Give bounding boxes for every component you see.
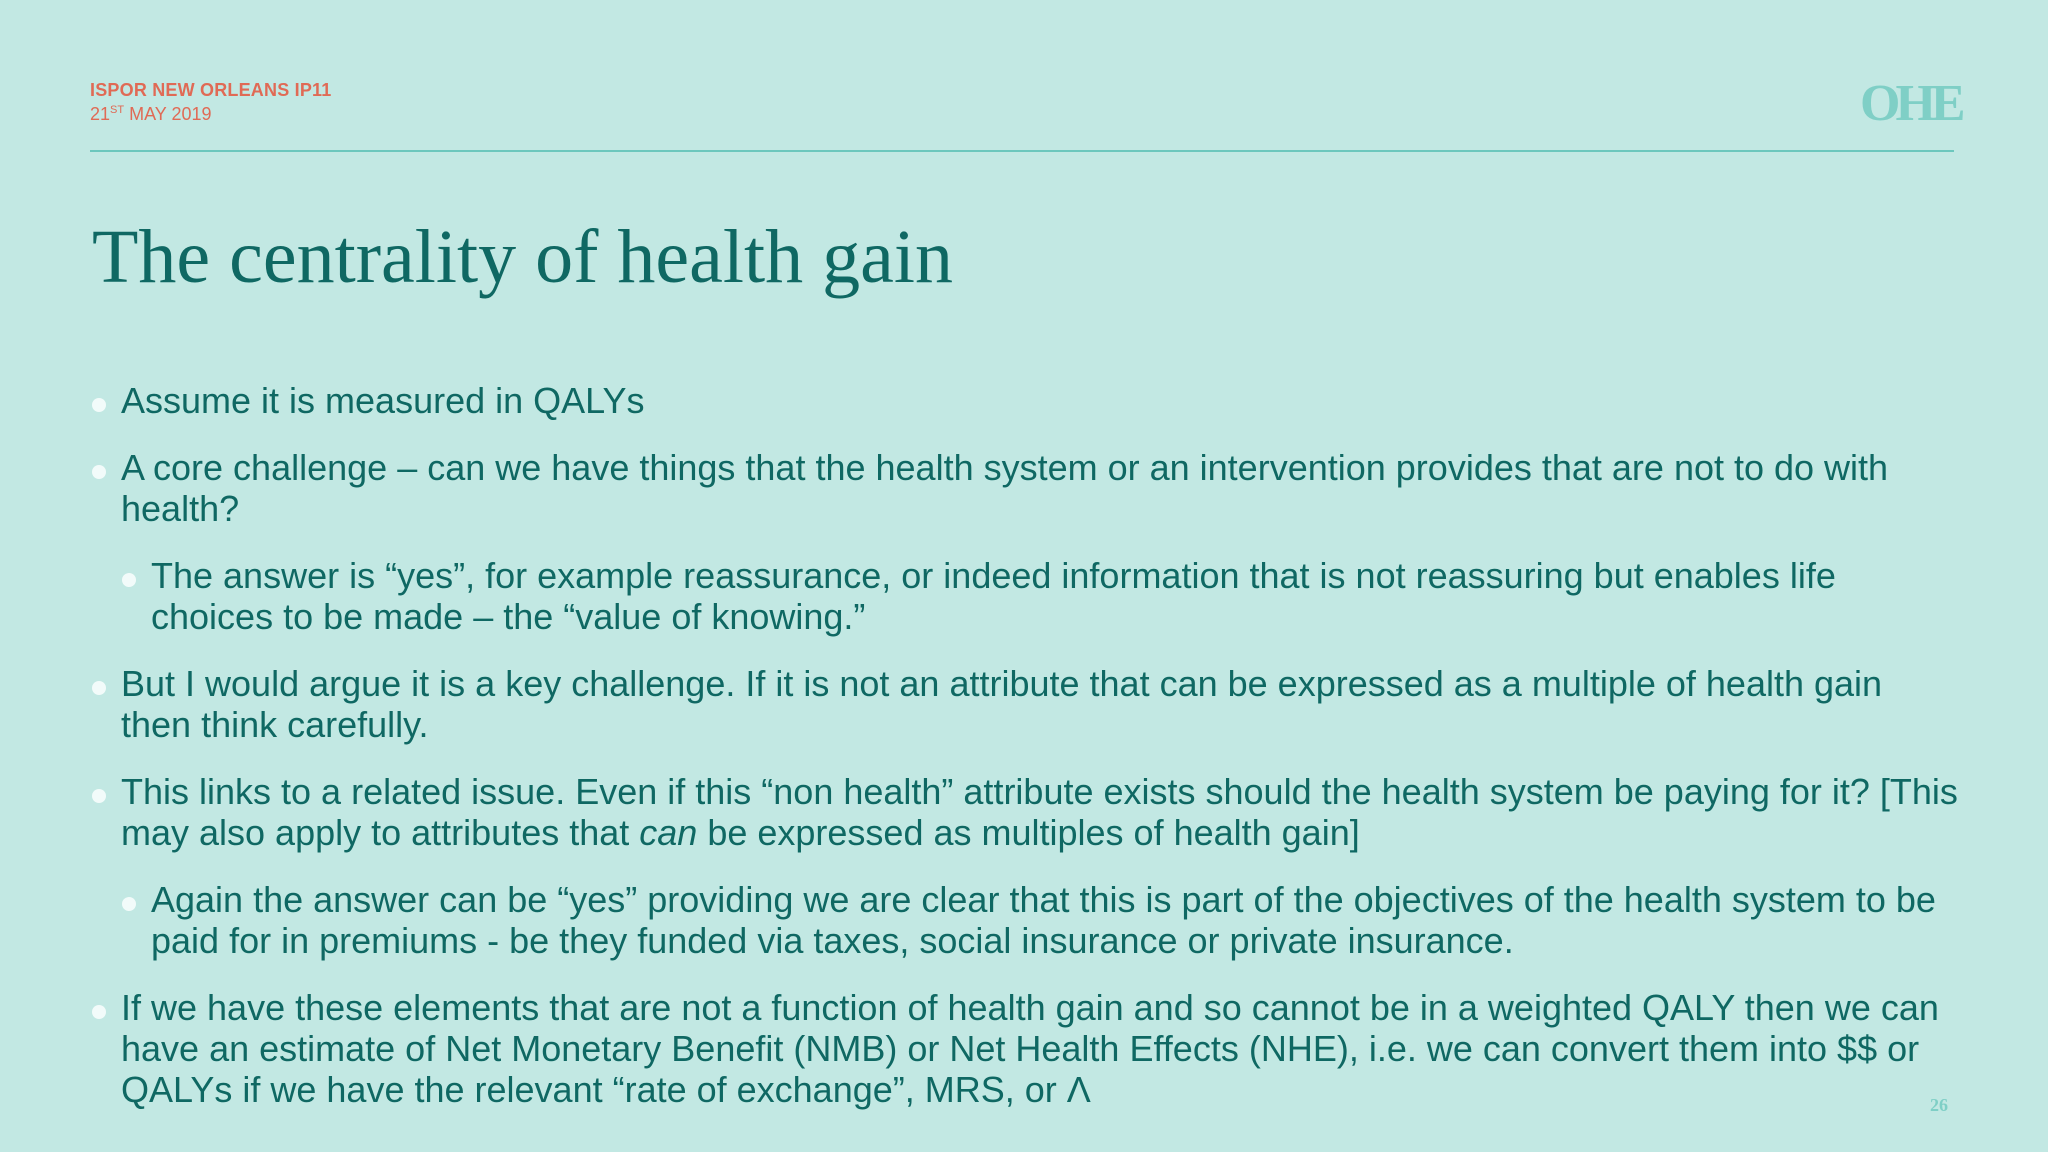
bullet-dot-icon [92, 398, 106, 412]
bullet-dot-icon [122, 897, 136, 911]
bullet-text-part: This links to a related issue. Even if this “non health” attribute exists should the health system be paying for it? [This may also apply to attributes that [121, 771, 1958, 853]
event-name: ISPOR NEW ORLEANS IP11 [90, 80, 332, 100]
bullet-dot-icon [92, 1005, 106, 1019]
bullet-item [92, 380, 1962, 421]
bullet-text: A core challenge – can we have things that the health system or an intervention provides that are not to do with health? [121, 447, 1889, 529]
bullet-text: But I would argue it is a key challenge. If it is not an attribute that can be expressed as a multiple of health gain then think carefully. [121, 663, 1883, 745]
event-date [90, 104, 211, 125]
date-rest: MAY 2019 [124, 104, 212, 124]
bullet-item [92, 447, 1962, 529]
bullet-dot-icon [92, 789, 106, 803]
bullet-item [92, 771, 1962, 853]
bullet-text-emphasis: can [639, 812, 698, 853]
bullet-text [121, 771, 1958, 853]
bullet-text: Assume it is measured in QALYs [121, 380, 645, 421]
bullet-text: The answer is “yes”, for example reassurance, or indeed information that is not reassuring but enables life choices to be made – the “value of knowing.” [151, 555, 1836, 637]
header-divider [90, 150, 1954, 152]
sub-bullet-item [122, 555, 1962, 637]
bullet-dot-icon [92, 681, 106, 695]
date-suffix: ST [110, 104, 125, 116]
bullet-dot-icon [122, 573, 136, 587]
sub-bullet-item [122, 879, 1962, 961]
bullet-dot-icon [92, 465, 106, 479]
bullet-text: Again the answer can be “yes” providing we are clear that this is part of the objectives of the health system to be paid for in premiums - be they funded via taxes, social insurance or private insurance. [151, 879, 1936, 961]
page-number: 26 [1930, 1095, 1948, 1115]
slide-title: The centrality of health gain [92, 215, 953, 299]
bullet-text: If we have these elements that are not a function of health gain and so cannot be in a weighted QALY then we can have an estimate of Net Monetary Benefit (NMB) or Net Health Effects (NHE), i.e. we can convert them into $$ or QALYs if we have the relevant “rate of exchange”, MRS, or Λ [121, 987, 1939, 1110]
bullet-list [92, 380, 1962, 1136]
bullet-text-part: be expressed as multiples of health gain] [697, 812, 1360, 853]
bullet-item [92, 663, 1962, 745]
date-day: 21 [90, 104, 111, 124]
bullet-item [92, 987, 1962, 1110]
ohe-logo: OHE [1860, 75, 1961, 132]
